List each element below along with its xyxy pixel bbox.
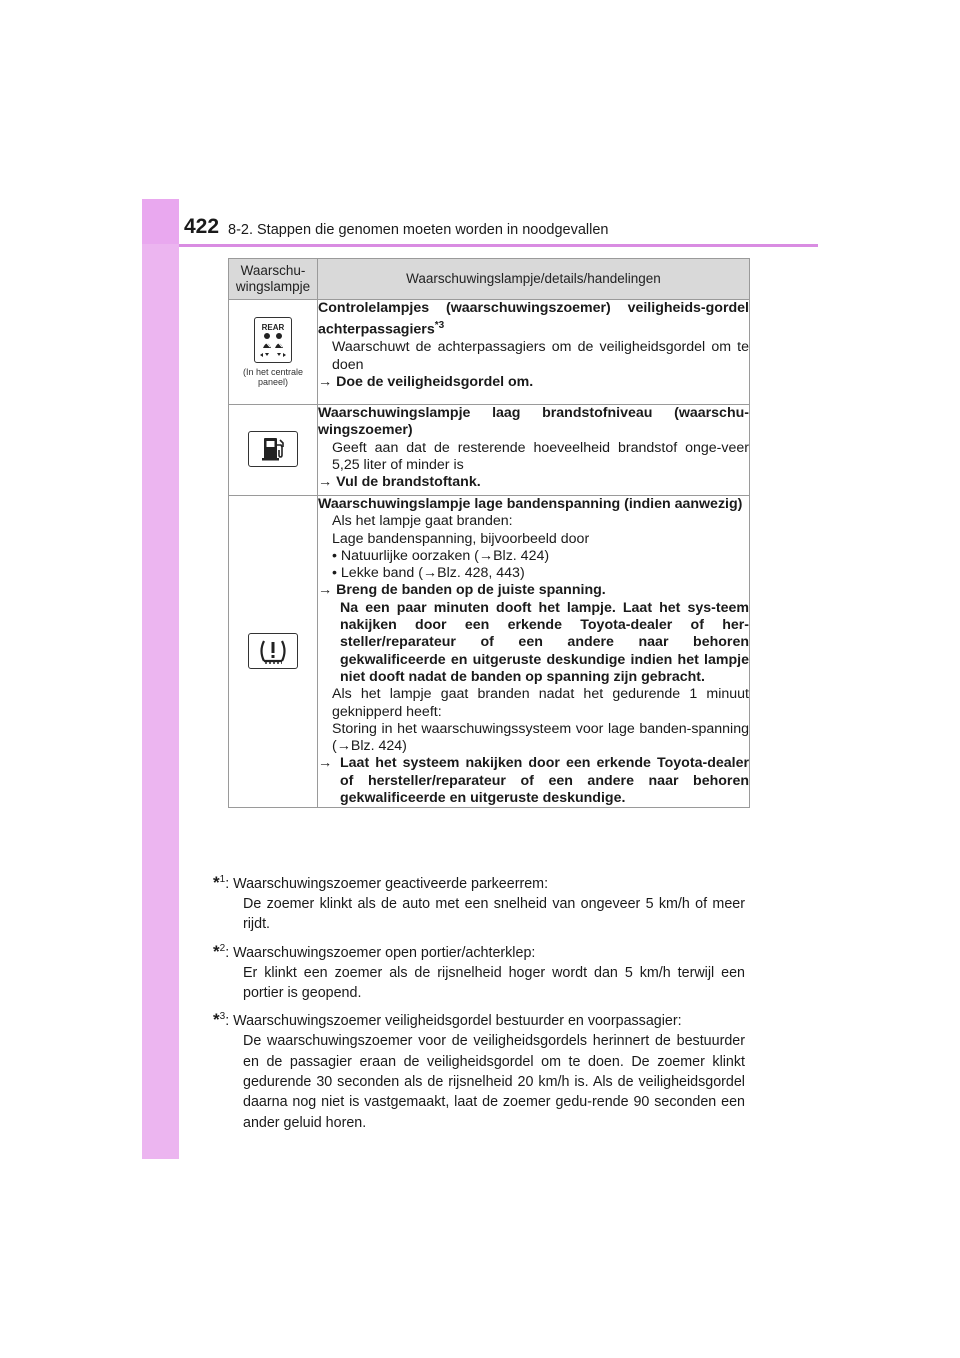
- footnote-title: : Waarschuwingszoemer open portier/achterklep:: [225, 944, 536, 961]
- condition-text: Als het lampje gaat branden nadat het gedurende 1 minuut geknipperd heeft:: [332, 686, 749, 720]
- details-cell: [318, 300, 750, 405]
- footnote-ref: *3: [434, 320, 445, 332]
- action-detail: Na een paar minuten dooft het lampje. Laat het sys-teem nakijken door een erkende Toyota-dealer of her-steller/reparateur of een andere naar behoren gekwalificeerde en uitgeruste deskundige indien het lampje niet dooft nadat de banden op spanning zijn gebracht.: [340, 599, 749, 685]
- light-title: Controlelampjes (waarschuwingszoemer) veiligheids-gordel achterpassagiers: [318, 300, 749, 339]
- list-item: • Natuurlijke oorzaken (→Blz. 424): [332, 547, 550, 564]
- rear-seatbelt-reminder-icon: [254, 317, 292, 363]
- footnote-title: : Waarschuwingszoemer geactiveerde parkeerrem:: [225, 875, 549, 892]
- asterisk-marker: *: [213, 941, 220, 961]
- footnote-title: : Waarschuwingszoemer veiligheidsgordel bestuurder en voorpassagier:: [225, 1013, 682, 1030]
- arrow-icon: →: [318, 582, 333, 599]
- section-title: 8-2. Stappen die genomen moeten worden in noodgevallen: [228, 222, 609, 238]
- light-action: Vul de brandstoftank.: [336, 474, 481, 491]
- column-header-details: Waarschuwingslampje/details/handelingen: [318, 259, 750, 300]
- side-tab-marker: [142, 199, 179, 244]
- light-action: Doe de veiligheidsgordel om.: [336, 373, 534, 390]
- icon-cell: [229, 300, 318, 405]
- footnote-body: De waarschuwingszoemer voor de veiligheidsgordels herinnert de bestuurder en de passagier eraan de veiligheidsgordel om te doen. De zoemer klinkt gedurende 30 seconden als de rijsnelheid 20 km/h is. Als de veiligheidsgordel daarna nog niet is vastgemaakt, laat de zoemer gedu-rende 90 seconden een ander geluid horen.: [243, 1033, 745, 1131]
- table-row: [229, 300, 750, 405]
- column-header-light: Waarschu- wingslampje: [229, 259, 318, 300]
- footnote-body: Er klinkt een zoemer als de rijsnelheid hoger wordt dan 5 km/h terwijl een portier is geopend.: [243, 964, 745, 1002]
- page-number: 422: [184, 215, 220, 238]
- light-action: Breng de banden op de juiste spanning.: [336, 582, 606, 599]
- rear-label: REAR: [261, 322, 285, 332]
- list-item: • Lekke band (→Blz. 428, 443): [332, 565, 525, 582]
- footnote-number: 3: [219, 1011, 226, 1023]
- table-row: [229, 405, 750, 496]
- footnote-body: De zoemer klinkt als de auto met een snelheid van ongeveer 5 km/h of meer rijdt.: [243, 896, 745, 933]
- condition-text: Storing in het waarschuwingssysteem voor lage banden-spanning (→Blz. 424): [332, 720, 749, 755]
- footnote: [213, 870, 745, 935]
- table-row: [229, 496, 750, 808]
- light-description: Geeft aan dat de resterende hoeveelheid brandstof onge-veer 5,25 liter of minder is: [332, 439, 749, 473]
- footnote-number: 2: [219, 942, 226, 954]
- warning-lights-table: [228, 258, 750, 808]
- condition-text: Lage bandenspanning, bijvoorbeeld door: [332, 530, 590, 547]
- arrow-icon: →: [318, 474, 333, 491]
- light-description: Waarschuwt de achterpassagiers om de veiligheidsgordel om te doen: [332, 339, 749, 373]
- footnote: [213, 1007, 745, 1133]
- fuel-pump-icon: [248, 431, 298, 467]
- table-header-row: [229, 259, 750, 300]
- condition-text: Als het lampje gaat branden:: [332, 513, 513, 530]
- side-tab-bar: [142, 199, 179, 1159]
- details-cell: [318, 405, 750, 496]
- light-title: Waarschuwingslampje lage bandenspanning (indien aanwezig): [318, 496, 743, 512]
- footnote-number: 1: [219, 874, 226, 885]
- icon-cell: [229, 405, 318, 496]
- icon-cell: [229, 496, 318, 808]
- header-divider: [179, 244, 818, 247]
- asterisk-marker: *: [213, 872, 220, 892]
- light-action: Laat het systeem nakijken door een erkende Toyota-dealer of hersteller/reparateur of een andere naar behoren gekwalificeerde en uitgeruste deskundige.: [340, 755, 749, 807]
- tire-pressure-warning-icon: [248, 633, 298, 669]
- arrow-icon: →: [318, 373, 333, 390]
- light-title: Waarschuwingslampje laag brandstofniveau (waarschu-wingszoemer): [318, 405, 749, 439]
- footnotes: [213, 870, 745, 1137]
- arrow-icon: →: [318, 755, 333, 772]
- footnote: [213, 939, 745, 1004]
- details-cell: [318, 496, 750, 808]
- icon-caption: (In het centrale paneel): [242, 367, 304, 388]
- asterisk-marker: *: [213, 1010, 220, 1030]
